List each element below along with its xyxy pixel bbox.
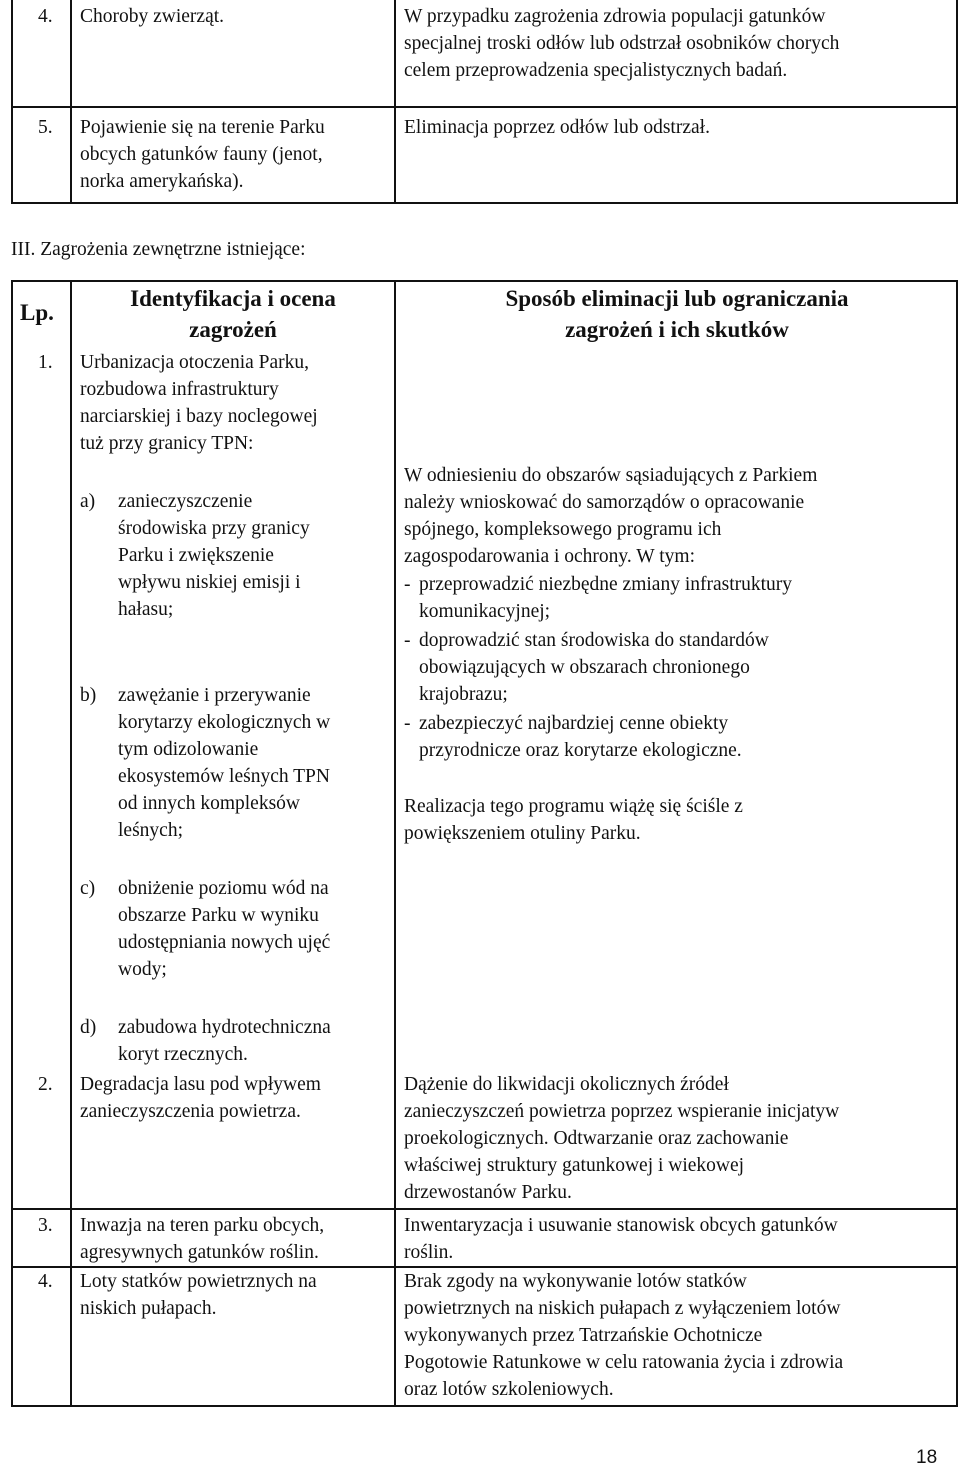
row-2-number: 2. [38, 1074, 53, 1095]
row-4-method: Brak zgody na wykonywanie lotów statków powietrznych na niskich pułapach z wyłączeniem lotów wykonywanych przez Tatrzańskie Ochotnicze Pogotowie Ratunkowe w celu ratowania życia i zdrowia oraz lotów szkoleniowych. [404, 1271, 844, 1400]
top-row-5-threat: Pojawienie się na terenie Parku obcych gatunków fauny (jenot, norka amerykańska). [80, 117, 325, 192]
row-3-number: 3. [38, 1215, 53, 1236]
top-row-4-number: 4. [38, 6, 53, 27]
row-1-item-c-text: obniżenie poziomu wód na obszarze Parku w wyniku udostępniania nowych ujęć wody; [118, 878, 331, 980]
row-2-threat: Degradacja lasu pod wpływem zanieczyszczenia powietrza. [80, 1074, 321, 1122]
header-lp: Lp. [20, 300, 54, 325]
row-1-item-b-label: b) [80, 685, 97, 706]
row-1-method-outro: Realizacja tego programu wiążę się ściśle z powiększeniem otuliny Parku. [404, 796, 743, 844]
row-1-method-dash-3: - [404, 713, 411, 734]
top-table-col-divider-2 [394, 0, 396, 204]
row-4-number: 4. [38, 1271, 53, 1292]
row-4-threat: Loty statków powietrznych na niskich pułapach. [80, 1271, 317, 1319]
row-1-method-item-3: zabezpieczyć najbardziej cenne obiekty przyrodnicze oraz korytarze ekologiczne. [419, 713, 742, 761]
top-row-5-method: Eliminacja poprzez odłów lub odstrzał. [404, 117, 710, 138]
header-threat: Identyfikacja i ocena zagrożeń [130, 286, 336, 342]
row-1-item-a-text: zanieczyszczenie środowiska przy granicy Parku i zwiększenie wpływu niskiej emisji i hałasu; [118, 491, 310, 620]
row-1-item-b-text: zawężanie i przerywanie korytarzy ekologicznych w tym odizolowanie ekosystemów leśnych TPN od innych kompleksów leśnych; [118, 685, 331, 841]
section-title: III. Zagrożenia zewnętrzne istniejące: [11, 239, 306, 260]
top-table-col-divider-1 [70, 0, 72, 204]
header-method: Sposób eliminacji lub ograniczania zagrożeń i ich skutków [505, 286, 849, 342]
top-row-5-number: 5. [38, 117, 53, 138]
row-1-method-item-1: przeprowadzić niezbędne zmiany infrastruktury komunikacyjnej; [419, 574, 793, 622]
main-table-row-divider-3 [11, 1208, 958, 1210]
top-row-4-threat: Choroby zwierząt. [80, 6, 225, 27]
row-3-method: Inwentaryzacja i usuwanie stanowisk obcych gatunków roślin. [404, 1215, 838, 1263]
row-1-method-intro: W odniesieniu do obszarów sąsiadujących z Parkiem należy wnioskować do samorządów o opracowanie spójnego, kompleksowego programu ich zagospodarowania i ochrony. W tym: [404, 465, 818, 567]
main-table-col-divider-2 [394, 280, 396, 1407]
top-table-row-divider [11, 106, 958, 108]
page-number: 18 [916, 1447, 938, 1468]
row-1-item-a-label: a) [80, 491, 96, 512]
row-3-threat: Inwazja na teren parku obcych, agresywnych gatunków roślin. [80, 1215, 325, 1263]
row-1-method-item-2: doprowadzić stan środowiska do standardów obowiązujących w obszarach chronionego krajobrazu; [419, 630, 769, 705]
main-table-col-divider-1 [70, 280, 72, 1407]
row-1-item-d-label: d) [80, 1017, 97, 1038]
row-1-item-d-text: zabudowa hydrotechniczna koryt rzecznych. [118, 1017, 331, 1065]
row-2-method: Dążenie do likwidacji okolicznych źródeł zanieczyszczeń powietrza poprzez wspieranie inicjatyw proekologicznych. Odtwarzanie oraz zachowanie właściwej struktury gatunkowej i wiekowej drzewostanów Parku. [404, 1074, 840, 1203]
row-1-method-dash-2: - [404, 630, 411, 651]
row-1-threat-intro: Urbanizacja otoczenia Parku, rozbudowa infrastruktury narciarskiej i bazy noclegowej tuż przy granicy TPN: [80, 352, 318, 454]
row-1-number: 1. [38, 352, 53, 373]
row-1-item-c-label: c) [80, 878, 96, 899]
top-row-4-method: W przypadku zagrożenia zdrowia populacji gatunków specjalnej troski odłów lub odstrzał osobników chorych celem przeprowadzenia specjalistycznych badań. [404, 6, 840, 81]
row-1-method-dash-1: - [404, 574, 411, 595]
